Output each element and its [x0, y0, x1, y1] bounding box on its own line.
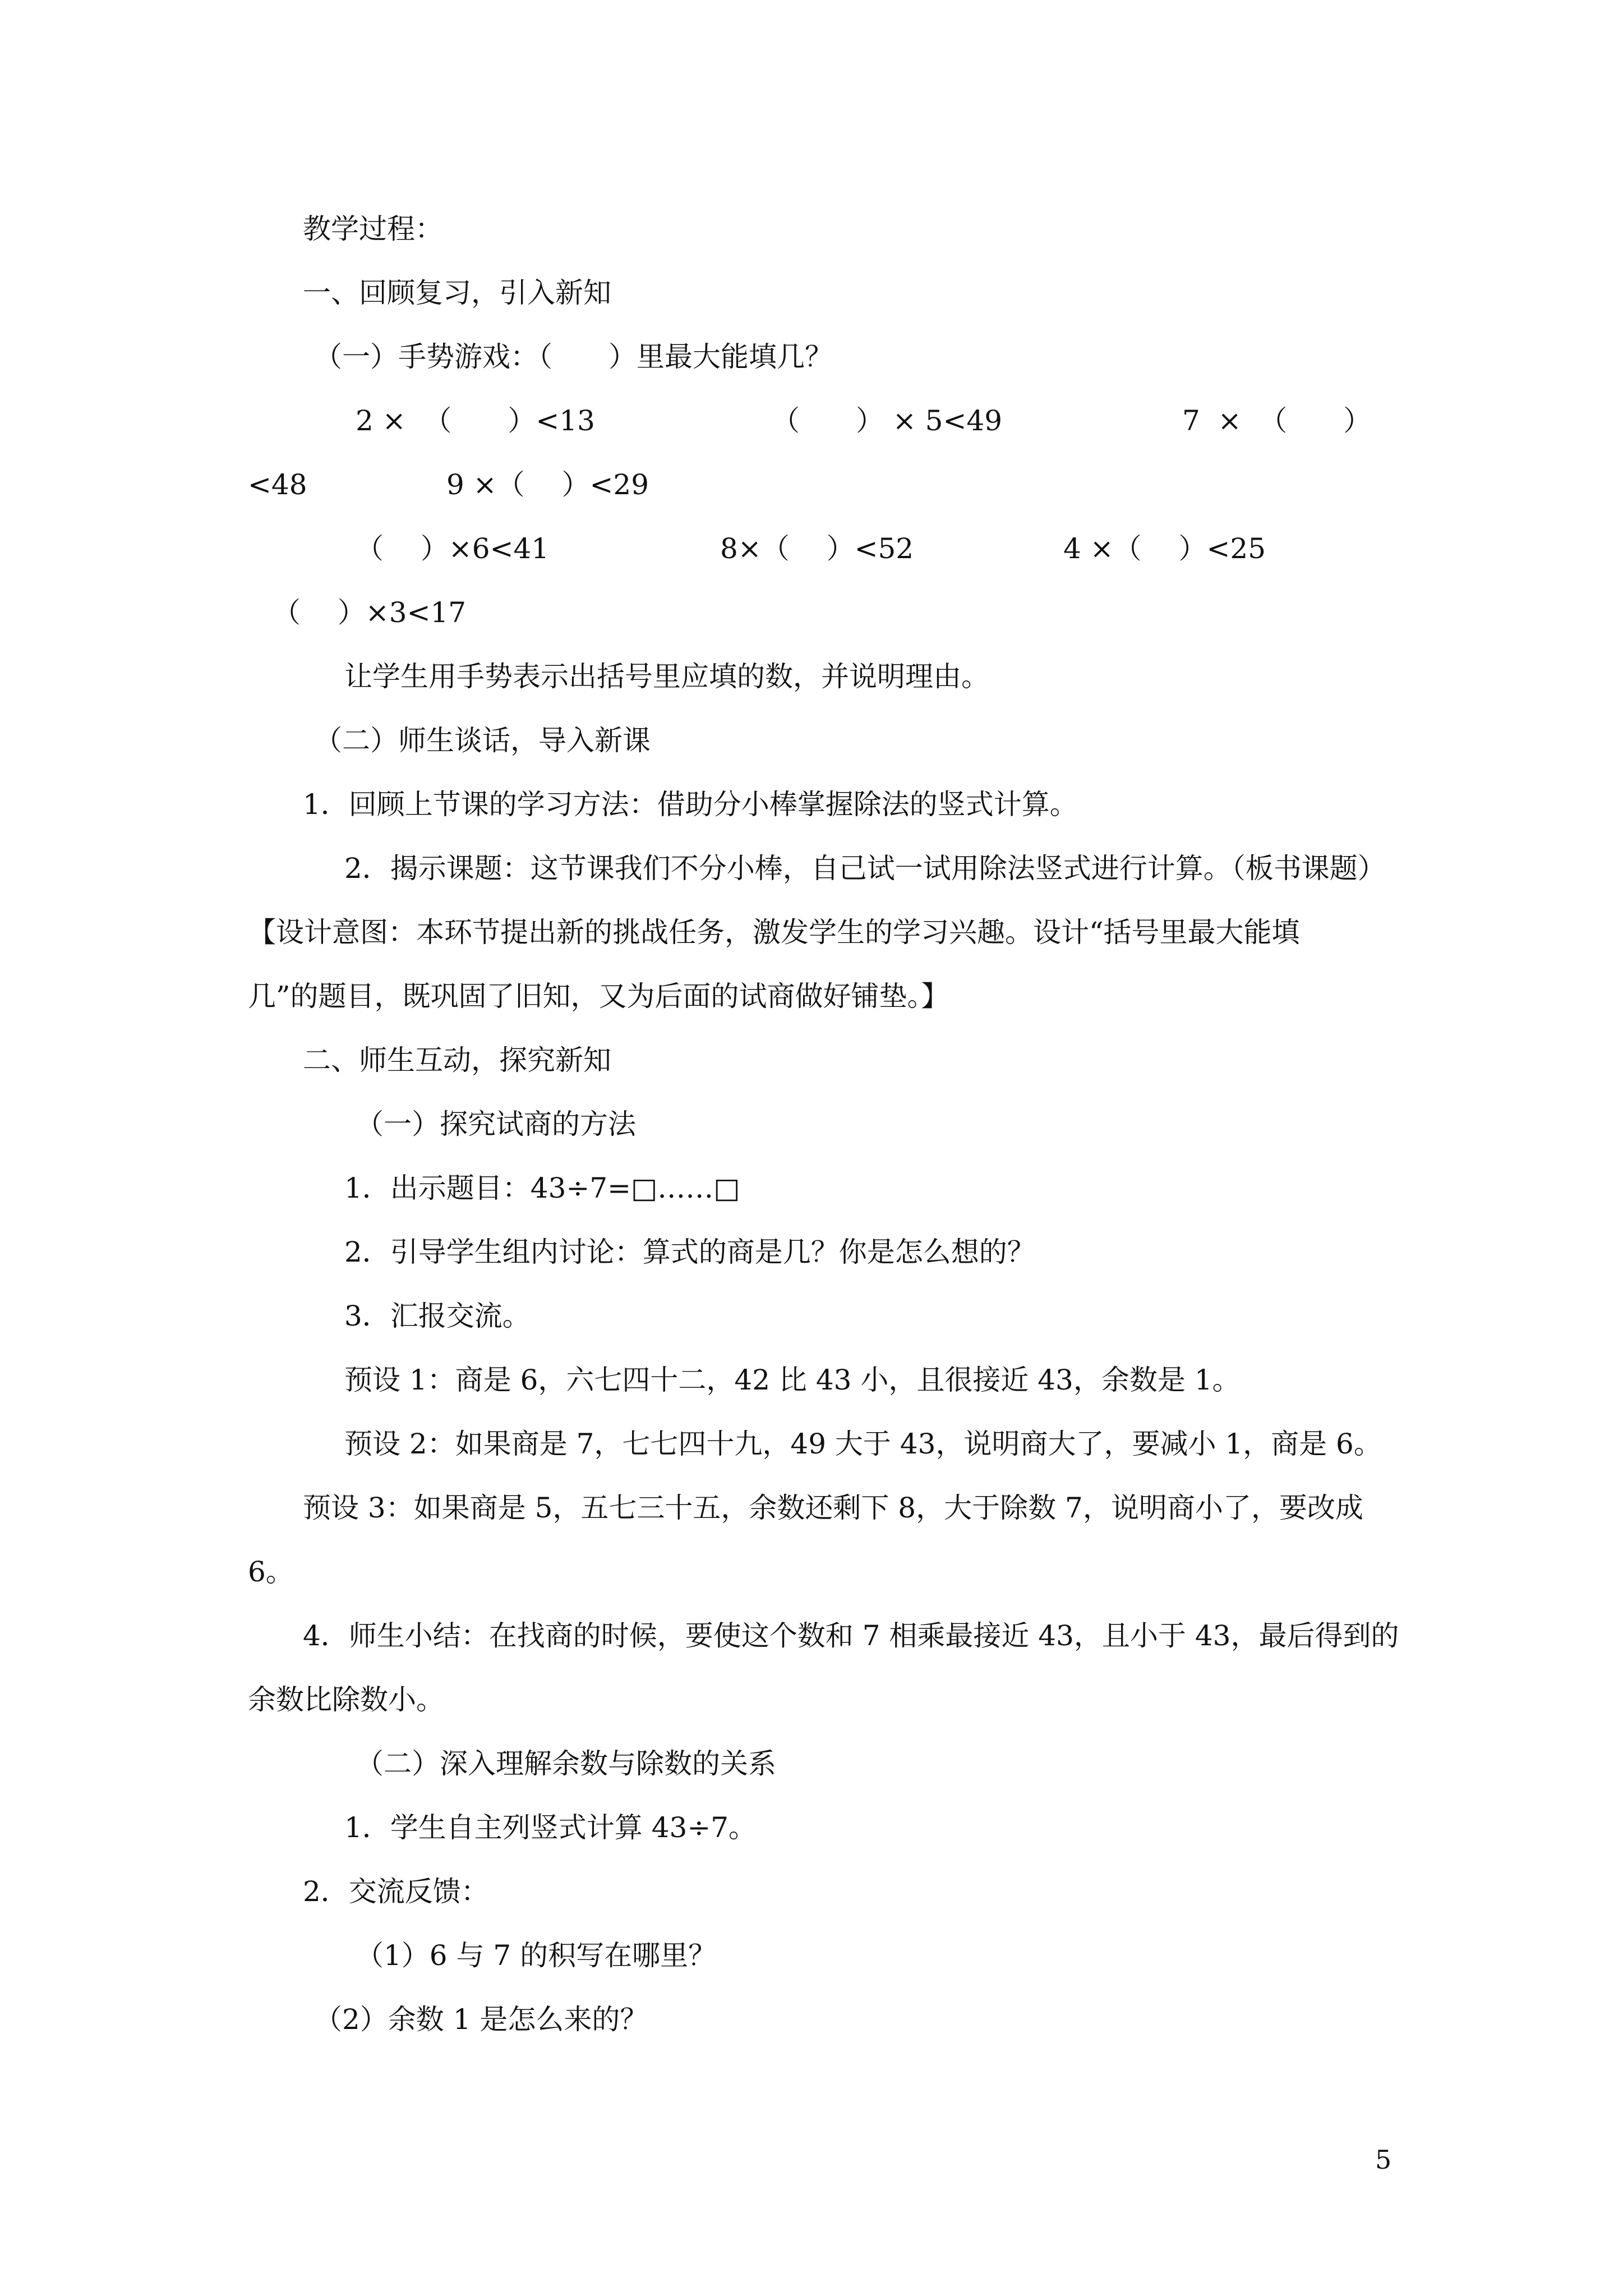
section2-part1-title: （一）探究试商的方法 [356, 1108, 636, 1140]
section1-part2-title: （二）师生谈话，导入新课 [314, 724, 651, 757]
list-item: 3．汇报交流。 [344, 1300, 531, 1332]
expression: 9 ×（ ）<29 [446, 468, 649, 501]
list-item: 2．揭示课题：这节课我们不分小棒，自己试一试用除法竖式进行计算。（板书课题） [344, 852, 1386, 885]
list-item: 1．学生自主列竖式计算 43÷7。 [344, 1811, 757, 1844]
list-item: 1．回顾上节课的学习方法：借助分小棒掌握除法的竖式计算。 [303, 788, 1078, 821]
section2-part2-title: （二）深入理解余数与除数的关系 [356, 1747, 776, 1780]
expression: 7 × （ ） [1182, 404, 1372, 437]
expression: （ ） × 5<49 [772, 404, 1003, 437]
design-note: 几”的题目，既巩固了旧知，又为后面的试商做好铺垫。】 [248, 980, 949, 1013]
paragraph: 余数比除数小。 [248, 1683, 444, 1716]
paragraph: 让学生用手势表示出括号里应填的数，并说明理由。 [344, 660, 989, 693]
paragraph: 预设 1：商是 6，六七四十二，42 比 43 小，且很接近 43，余数是 1。 [344, 1364, 1241, 1396]
expression: 8×（ ）<52 [720, 532, 914, 565]
paragraph: 预设 2：如果商是 7，七七四十九，49 大于 43，说明商大了，要减小 1，商是 6。 [344, 1428, 1382, 1460]
list-item: 1．出示题目：43÷7=□……□ [344, 1172, 740, 1204]
expression: （ ）×3<17 [273, 596, 467, 629]
expression: （ ）×6<41 [356, 532, 550, 565]
paragraph: 6。 [248, 1556, 294, 1588]
section2-title: 二、师生互动，探究新知 [303, 1044, 611, 1076]
section1-title: 一、回顾复习，引入新知 [303, 277, 611, 309]
paragraph: 4．师生小结：在找商的时候，要使这个数和 7 相乘最接近 43，且小于 43，最后得到的 [303, 1619, 1399, 1652]
list-item: 2．交流反馈： [303, 1875, 489, 1908]
paragraph: 预设 3：如果商是 5，五七三十五，余数还剩下 8，大于除数 7，说明商小了，要改成 [303, 1492, 1363, 1524]
list-item: （2）余数 1 是怎么来的？ [314, 2003, 648, 2036]
heading: 教学过程： [303, 213, 443, 245]
expression: <48 [248, 468, 307, 501]
page-number: 5 [1375, 2145, 1392, 2175]
list-item: 2．引导学生组内讨论：算式的商是几？你是怎么想的？ [344, 1236, 1035, 1268]
design-note: 【设计意图：本环节提出新的挑战任务，激发学生的学习兴趣。设计“括号里最大能填 [248, 916, 1300, 949]
section1-part1-title: （一）手势游戏：（ ）里最大能填几？ [314, 341, 833, 373]
expression: 4 ×（ ）<25 [1063, 532, 1266, 565]
list-item: （1）6 与 7 的积写在哪里？ [356, 1939, 717, 1972]
expression: 2 × （ ）<13 [356, 404, 595, 437]
